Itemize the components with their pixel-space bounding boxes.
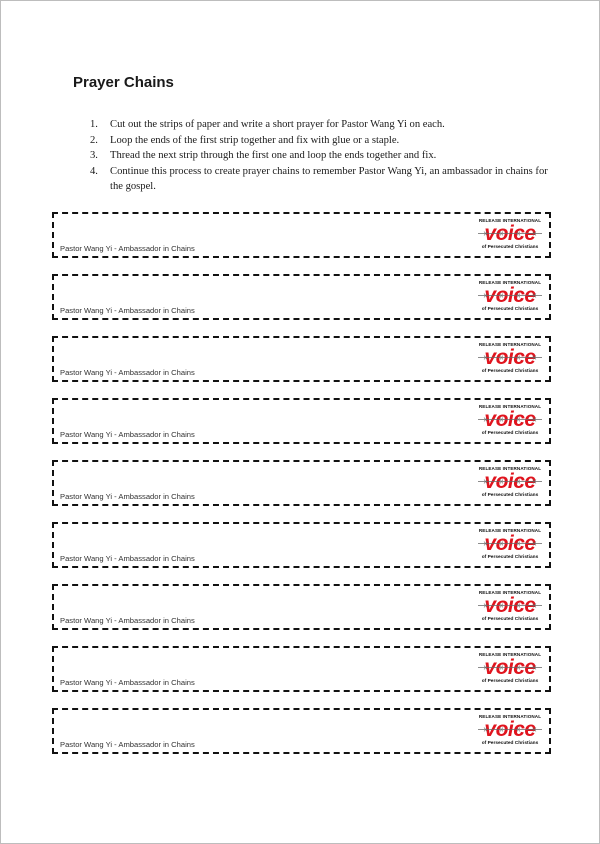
logo-word (476, 471, 544, 493)
barbed-wire-icon (478, 479, 542, 484)
prayer-strip[interactable] (52, 646, 551, 692)
logo-bottom-text: of Persecuted Christians (481, 741, 539, 746)
voice-logo (476, 466, 544, 502)
logo-top-text: RELEASE INTERNATIONAL (478, 404, 542, 409)
logo-word-text: voice (484, 346, 536, 369)
voice-logo (476, 590, 544, 626)
instruction-number: 2. (90, 134, 98, 146)
instruction-item (90, 117, 560, 133)
logo-bottom-text: of Persecuted Christians (481, 493, 539, 498)
logo-word-text: voice (484, 718, 536, 741)
instruction-text: Continue this process to create prayer chains to remember Pastor Wang Yi, an ambassador in chains for the gospel. (110, 165, 548, 193)
instruction-number: 1. (90, 119, 98, 130)
strip-label: Pastor Wang Yi - Ambassador in Chains (60, 306, 195, 315)
prayer-strip[interactable] (52, 708, 551, 754)
strip-label: Pastor Wang Yi - Ambassador in Chains (60, 430, 195, 439)
prayer-strip[interactable] (52, 274, 551, 320)
barbed-wire-icon (478, 603, 542, 608)
barbed-wire-icon (478, 231, 542, 236)
instruction-text: Loop the ends of the first strip together and fix with glue or a staple. (110, 134, 400, 146)
barbed-wire-icon (478, 727, 542, 732)
prayer-strip[interactable] (52, 522, 551, 568)
voice-logo (476, 342, 544, 378)
voice-logo (476, 528, 544, 564)
instruction-item (90, 148, 560, 164)
logo-bottom-text: of Persecuted Christians (481, 245, 539, 250)
logo-bottom-text: of Persecuted Christians (481, 431, 539, 436)
prayer-strip[interactable] (52, 336, 551, 382)
logo-word (476, 223, 544, 245)
logo-word-text: voice (484, 532, 536, 555)
barbed-wire-icon (478, 665, 542, 670)
strip-label: Pastor Wang Yi - Ambassador in Chains (60, 678, 195, 687)
strip-label: Pastor Wang Yi - Ambassador in Chains (60, 244, 195, 253)
instruction-number: 4. (90, 165, 98, 177)
barbed-wire-icon (478, 541, 542, 546)
logo-top-text: RELEASE INTERNATIONAL (478, 280, 542, 285)
prayer-strip[interactable] (52, 398, 551, 444)
instruction-text: Cut out the strips of paper and write a short prayer for Pastor Wang Yi on each. (110, 119, 445, 130)
logo-top-text: RELEASE INTERNATIONAL (478, 714, 542, 719)
strip-label: Pastor Wang Yi - Ambassador in Chains (60, 740, 195, 749)
instruction-item (90, 164, 560, 195)
instruction-number: 3. (90, 150, 98, 162)
logo-word (476, 533, 544, 555)
logo-bottom-text: of Persecuted Christians (481, 679, 539, 684)
strip-label: Pastor Wang Yi - Ambassador in Chains (60, 616, 195, 625)
strip-label: Pastor Wang Yi - Ambassador in Chains (60, 368, 195, 377)
barbed-wire-icon (478, 417, 542, 422)
voice-logo (476, 404, 544, 440)
logo-word-text: voice (484, 284, 536, 307)
logo-word (476, 657, 544, 679)
barbed-wire-icon (478, 293, 542, 298)
logo-word (476, 409, 544, 431)
logo-bottom-text: of Persecuted Christians (481, 555, 539, 560)
voice-logo (476, 714, 544, 750)
logo-top-text: RELEASE INTERNATIONAL (478, 466, 542, 471)
logo-word-text: voice (484, 656, 536, 679)
prayer-strip[interactable] (52, 460, 551, 506)
prayer-strips (52, 212, 551, 770)
page-title: Prayer Chains (73, 74, 174, 91)
logo-top-text: RELEASE INTERNATIONAL (478, 652, 542, 657)
logo-bottom-text: of Persecuted Christians (481, 369, 539, 374)
voice-logo (476, 652, 544, 688)
logo-word-text: voice (484, 222, 536, 245)
logo-word (476, 285, 544, 307)
instructions-list (90, 117, 560, 195)
voice-logo (476, 218, 544, 254)
prayer-strip[interactable] (52, 212, 551, 258)
logo-word (476, 347, 544, 369)
logo-word (476, 719, 544, 741)
logo-top-text: RELEASE INTERNATIONAL (478, 218, 542, 223)
instruction-item (90, 133, 560, 149)
logo-top-text: RELEASE INTERNATIONAL (478, 342, 542, 347)
logo-word-text: voice (484, 470, 536, 493)
barbed-wire-icon (478, 355, 542, 360)
strip-label: Pastor Wang Yi - Ambassador in Chains (60, 554, 195, 563)
logo-bottom-text: of Persecuted Christians (481, 307, 539, 312)
logo-top-text: RELEASE INTERNATIONAL (478, 528, 542, 533)
strip-label: Pastor Wang Yi - Ambassador in Chains (60, 492, 195, 501)
logo-bottom-text: of Persecuted Christians (481, 617, 539, 622)
logo-word (476, 595, 544, 617)
logo-top-text: RELEASE INTERNATIONAL (478, 590, 542, 595)
instruction-text: Thread the next strip through the first one and loop the ends together and fix. (110, 150, 437, 162)
logo-word-text: voice (484, 408, 536, 431)
prayer-strip[interactable] (52, 584, 551, 630)
logo-word-text: voice (484, 594, 536, 617)
voice-logo (476, 280, 544, 316)
